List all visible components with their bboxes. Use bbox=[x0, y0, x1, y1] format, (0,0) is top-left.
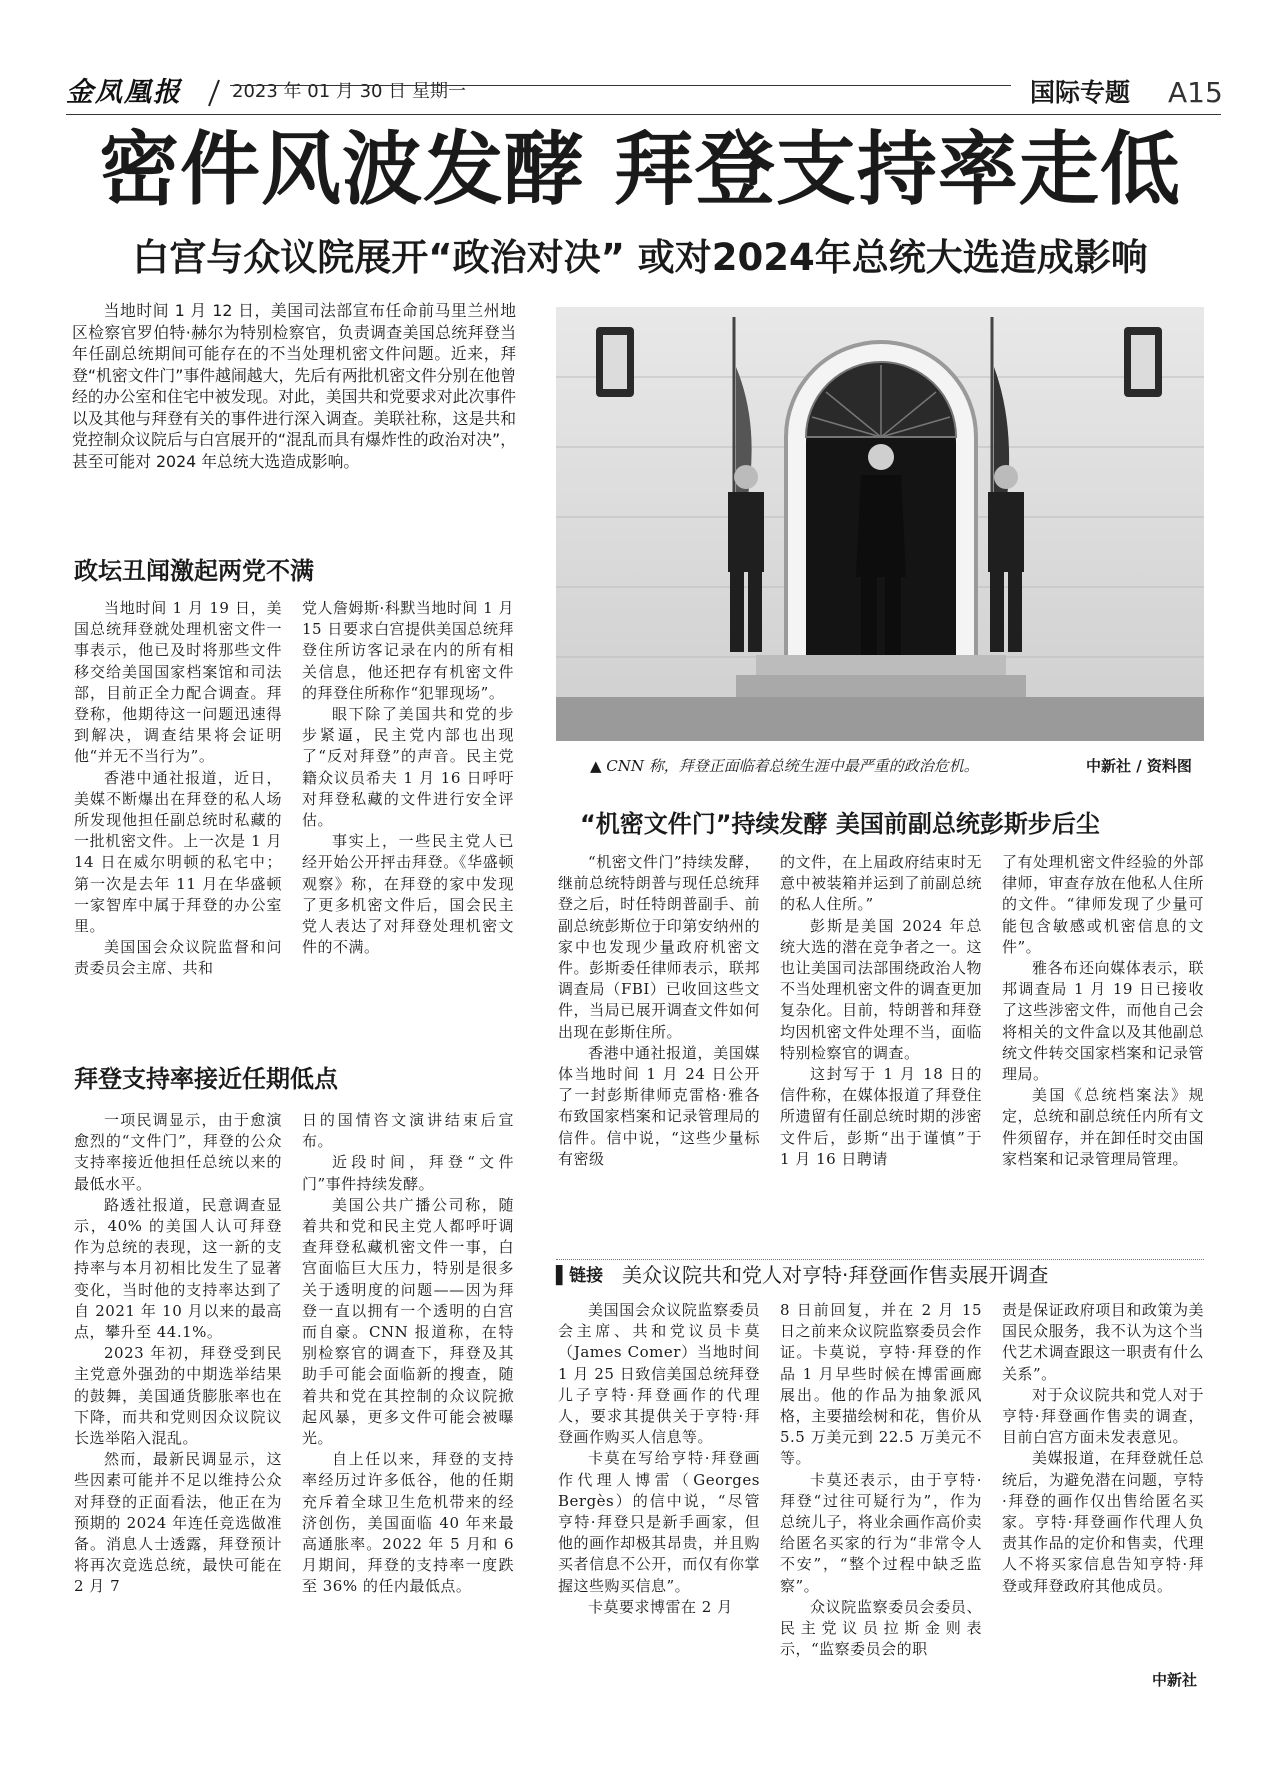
sidebar-credit: 中新社 bbox=[1152, 1671, 1198, 1689]
sub-headline: 白宫与众议院展开“政治对决” 或对2024年总统大选造成影响 bbox=[132, 236, 1148, 279]
paragraph: 对于众议院共和党人对于亨特·拜登画作售卖的调查，目前白宫方面未发表意见。 bbox=[1002, 1385, 1204, 1447]
white-house-photo bbox=[556, 307, 1204, 741]
paragraph: 香港中通社报道，近日，美媒不断爆出在拜登的私人场所发现他担任副总统时私藏的一批机密文件。上一次是 1 月 14 日在威尔明顿的私宅中；第一次是去年 11 月在华盛顿一家智库中属于拜登的办公室里。 bbox=[74, 768, 282, 936]
section-name: 国际专题 bbox=[1030, 78, 1131, 107]
section-heading-pence: “机密文件门”持续发酵 美国前副总统彭斯步后尘 bbox=[580, 810, 1100, 838]
masthead-bottom-rule bbox=[66, 114, 1221, 115]
paragraph: 日的国情咨文演讲结束后宣布。 bbox=[302, 1111, 514, 1151]
paragraph: 美国公共广播公司称，随着共和党和民主党人都呼吁调查拜登私藏机密文件一事，白宫面临巨大压力，特别是很多关于透明度的问题——因为拜登一直以拥有一个透明的白宫而自豪。CNN 报道称，在特别检察官的调查下，拜登及其助手可能会面临新的搜查，随着共和党在其控制的众议院掀起风暴，更多文件可能会被曝光。 bbox=[302, 1195, 514, 1448]
lead-text: 当地时间 1 月 12 日，美国司法部宣布任命前马里兰州地区检察官罗伯特·赫尔为特别检察官，负责调查美国总统拜登当年任副总统期间可能存在的不当处理机密文件问题。近来，拜登“机密文件门”事件越闹越大，先后有两批机密文件分别在他曾经的办公室和住宅中被发现。对此，美国共和党要求对此次事件以及其他与拜登有关的事件进行深入调查。美联社称，这是共和党控制众议院后与白宫展开的“混乱而具有爆炸性的政治对决”，甚至可能对 2024 年总统大选造成影响。 bbox=[72, 301, 516, 471]
paragraph: 8 日前回复，并在 2 月 15 日之前来众议院监察委员会作证。卡莫说，亨特·拜登的作品 1 月早些时候在博雷画廊展出。他的作品为抽象派风格，主要描绘树和花，售价从 5.5 万美元到 22.5 万美元不等。 bbox=[780, 1301, 982, 1468]
page-number: A15 bbox=[1168, 76, 1223, 109]
paragraph: “机密文件门”持续发酵，继前总统特朗普与现任总统拜登之后，时任特朗普副手、前副总统彭斯位于印第安纳州的家中也发现少量政府机密文件。彭斯委任律师表示，联邦调查局（FBI）已收回这些文件，当局已展开调查文件如何出现在彭斯住所。 bbox=[558, 853, 760, 1041]
section-heading-scandal: 政坛丑闻激起两党不满 bbox=[74, 557, 314, 585]
paragraph: 责是保证政府项目和政策为美国民众服务，我不认为这个当代艺术调查跟这一职责有什么关系”。 bbox=[1002, 1301, 1204, 1383]
paragraph: 卡莫还表示，由于亨特·拜登“过往可疑行为”，作为总统儿子，将业余画作高价卖给匿名买家的行为“非常令人不安”，“整个过程中缺乏监察”。 bbox=[780, 1470, 982, 1595]
section1-column-2 bbox=[302, 598, 514, 958]
paragraph: 香港中通社报道，美国媒体当地时间 1 月 24 日公开了一封彭斯律师克雷格·雅各布致国家档案和记录管理局的信件。信中说，“这些少量标有密级 bbox=[558, 1043, 760, 1168]
newspaper-logo: 金凤凰报 bbox=[66, 77, 182, 108]
photo-caption: ▲ CNN 称，拜登正面临着总统生涯中最严重的政治危机。 bbox=[590, 757, 979, 775]
paragraph: 美国《总统档案法》规定，总统和副总统任内所有文件须留存，并在卸任时交由国家档案和记录管理局管理。 bbox=[1002, 1086, 1204, 1168]
paragraph: 党人詹姆斯·科默当地时间 1 月 15 日要求白宫提供美国总统拜登住所访客记录在内的所有相关信息，他还把存有机密文件的拜登住所称作“犯罪现场”。 bbox=[302, 599, 514, 702]
section-heading-approval: 拜登支持率接近任期低点 bbox=[74, 1065, 338, 1093]
paragraph: 事实上，一些民主党人已经开始公开抨击拜登。《华盛顿观察》称，在拜登的家中发现了更多机密文件后，国会民主党人表达了对拜登处理机密文件的不满。 bbox=[302, 832, 514, 957]
paragraph: 的文件，在上届政府结束时无意中被装箱并运到了前副总统的私人住所。” bbox=[780, 853, 982, 914]
section3-column-2 bbox=[780, 852, 982, 1170]
main-headline: 密件风波发酵 拜登支持率走低 bbox=[99, 123, 1181, 216]
section2-column-1 bbox=[74, 1110, 282, 1598]
paragraph: 自上任以来，拜登的支持率经历过许多低谷，他的任期充斥着全球卫生危机带来的经济创伤，美国面临 40 年来最高通胀率。2022 年 5 月和 6 月期间，拜登的支持率一度跌至 36% 的任内最低点。 bbox=[302, 1450, 514, 1596]
paragraph: 了有处理机密文件经验的外部律师，审查存放在他私人住所的文件。“律师发现了少量可能包含敏感或机密信息的文件”。 bbox=[1002, 853, 1204, 956]
paragraph: 眼下除了美国共和党的步步紧逼，民主党内部也出现了“反对拜登”的声音。民主党籍众议员希夫 1 月 16 日呼吁对拜登私藏的文件进行安全评估。 bbox=[302, 705, 514, 830]
paragraph: 雅各布还向媒体表示，联邦调查局 1 月 19 日已接收了这些涉密文件，而他自己会将相关的文件盒以及其他副总统文件转交国家档案和记录管理局。 bbox=[1002, 959, 1204, 1084]
paragraph: 这封写于 1 月 18 日的信件称，在媒体报道了拜登住所遗留有任副总统时期的涉密文件后，彭斯“出于谨慎”于 1 月 16 日聘请 bbox=[780, 1065, 982, 1168]
sidebar-tag: ▌链接 bbox=[556, 1266, 604, 1286]
paragraph: 卡莫在写给亨特·拜登画作代理人博雷（Georges Bergès）的信中说，“尽管亨特·拜登只是新手画家，但他的画作却极其昂贵，并且购买者信息不公开，而仅有你掌握这些购买信息”。 bbox=[558, 1449, 760, 1595]
lead-paragraph bbox=[72, 300, 516, 472]
paragraph: 彭斯是美国 2024 年总统大选的潜在竞争者之一。这也让美国司法部围绕政治人物不当处理机密文件的调查更加复杂化。目前，特朗普和拜登均因机密文件处理不当，面临特别检察官的调查。 bbox=[780, 916, 982, 1062]
photo-illustration bbox=[556, 307, 1204, 741]
paragraph: 美媒报道，在拜登就任总统后，为避免潜在问题，亨特·拜登的画作仅出售给匿名买家。亨特·拜登画作代理人负责其作品的定价和售卖，代理人不将买家信息告知亨特·拜登或拜登政府其他成员。 bbox=[1002, 1449, 1204, 1595]
paragraph: 2023 年初，拜登受到民主党意外强劲的中期选举结果的鼓舞，美国通货膨胀率也在下降，而共和党则因众议院议长选举陷入混乱。 bbox=[74, 1344, 282, 1448]
paragraph: 一项民调显示，由于愈演愈烈的“文件门”，拜登的公众支持率接近他担任总统以来的最低水平。 bbox=[74, 1111, 282, 1193]
section1-column-1 bbox=[74, 598, 282, 980]
section3-column-3 bbox=[1002, 852, 1204, 1170]
paragraph: 当地时间 1 月 19 日，美国总统拜登就处理机密文件一事表示，他已及时将那些文件移交给美国国家档案馆和司法部，目前正全力配合调查。拜登称，他期待这一问题迅速得到解决，调查结果将会证明他“并无不当行为”。 bbox=[74, 599, 282, 766]
masthead-rule bbox=[230, 85, 1011, 86]
paragraph: 路透社报道，民意调查显示，40% 的美国人认可拜登作为总统的表现，这一新的支持率与本月初相比发生了显著变化，当时他的支持率达到了自 2021 年 10 月以来的最高点，攀升至 44.1%。 bbox=[74, 1195, 282, 1342]
paragraph: 美国国会众议院监督和问责委员会主席、共和 bbox=[74, 938, 282, 978]
sidebar-title: 美众议院共和党人对亨特·拜登画作售卖展开调查 bbox=[622, 1263, 1049, 1287]
paragraph: 美国国会众议院监察委员会主席、共和党议员卡莫（James Comer）当地时间 1 月 25 日致信美国总统拜登儿子亨特·拜登画作的代理人，要求其提供关于亨特·拜登画作购买人信息等。 bbox=[558, 1301, 760, 1447]
sidebar-column-1 bbox=[558, 1300, 760, 1618]
sidebar-column-2 bbox=[780, 1300, 982, 1660]
section2-column-2 bbox=[302, 1110, 514, 1598]
masthead-slash-divider bbox=[207, 78, 221, 108]
sidebar-column-3 bbox=[1002, 1300, 1204, 1597]
photo-credit: 中新社 / 资料图 bbox=[1086, 757, 1192, 775]
section3-column-1 bbox=[558, 852, 760, 1170]
paragraph: 众议院监察委员会委员、民主党议员拉斯金则表示，“监察委员会的职 bbox=[780, 1597, 982, 1659]
paragraph: 卡莫要求博雷在 2 月 bbox=[588, 1597, 733, 1616]
paragraph: 然而，最新民调显示，这些因素可能并不足以维持公众对拜登的正面看法，他正在为预期的 2024 年连任竞选做准备。消息人士透露，拜登预计将再次竞选总统，最快可能在 2 月 7 bbox=[74, 1450, 282, 1596]
issue-date: 2023 年 01 月 30 日 星期一 bbox=[232, 81, 466, 102]
paragraph: 近段时间，拜登“文件门”事件持续发酵。 bbox=[302, 1153, 514, 1193]
